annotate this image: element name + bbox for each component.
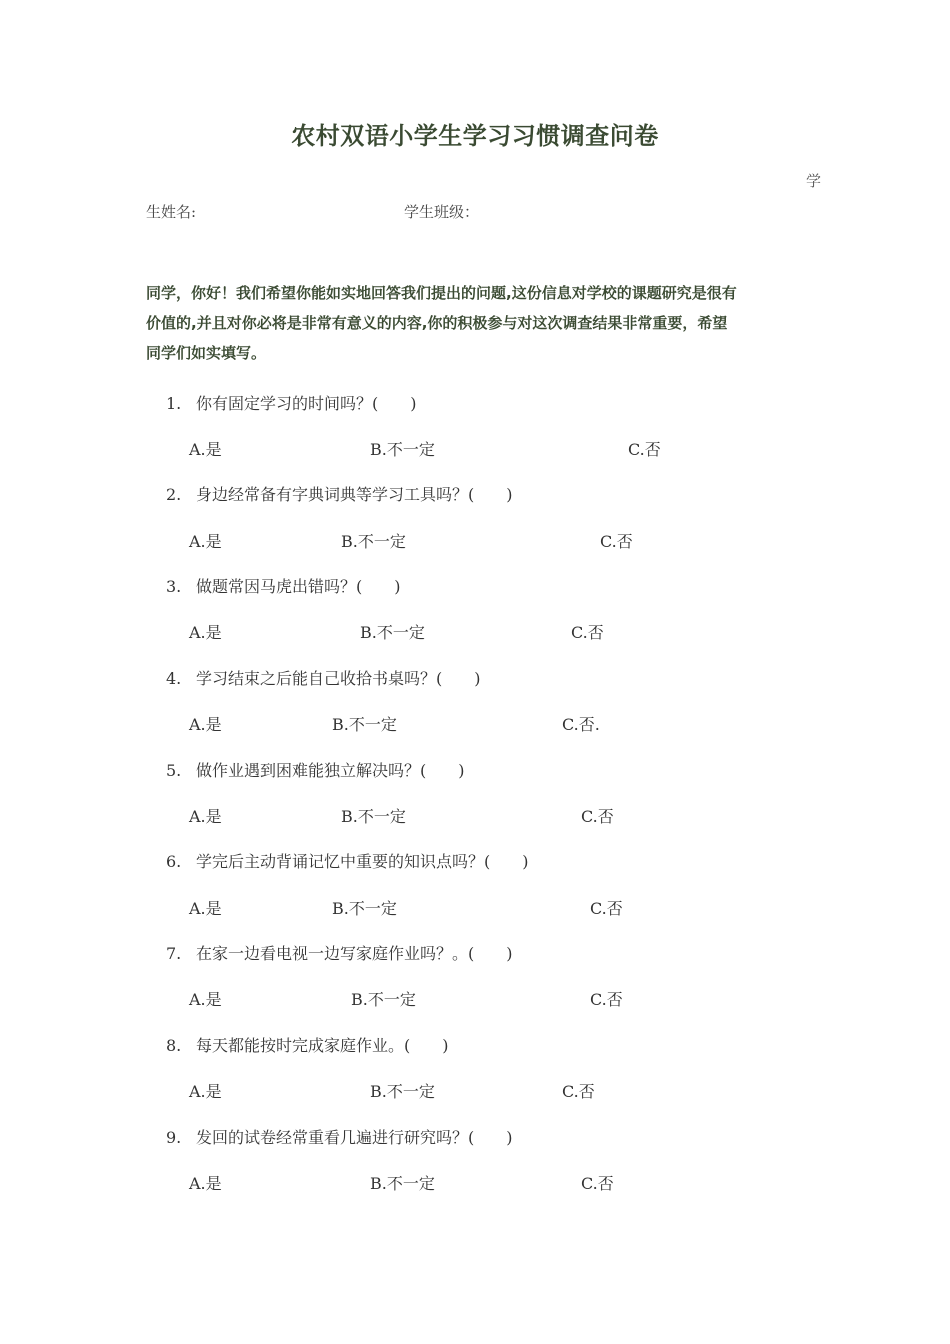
question-4	[166, 666, 481, 689]
question-number: 2.	[166, 485, 182, 504]
question-text: 身边经常备有字典词典等学习工具吗？( )	[196, 485, 513, 504]
option-c[interactable]: C.否.	[562, 715, 600, 734]
option-c[interactable]: C.否	[562, 1082, 595, 1101]
question-3	[166, 574, 401, 597]
question-number: 9.	[166, 1128, 182, 1147]
option-b[interactable]: B.不一定	[370, 440, 435, 459]
question-5	[166, 758, 465, 781]
question-text: 你有固定学习的时间吗？( )	[196, 394, 417, 413]
option-a[interactable]: A.是	[189, 990, 222, 1009]
option-b[interactable]: B.不一定	[341, 807, 406, 826]
option-a[interactable]: A.是	[189, 715, 222, 734]
option-a[interactable]: A.是	[189, 1082, 222, 1101]
question-text: 每天都能按时完成家庭作业。( )	[196, 1036, 449, 1055]
question-text: 学完后主动背诵记忆中重要的知识点吗？( )	[196, 852, 529, 871]
option-a[interactable]: A.是	[189, 899, 222, 918]
option-c[interactable]: C.否	[600, 532, 633, 551]
question-number: 5.	[166, 761, 182, 780]
question-number: 1.	[166, 394, 182, 413]
student-name-label: 生姓名:	[146, 203, 197, 221]
intro-paragraph	[146, 278, 816, 368]
student-class-label: 学生班级：	[404, 203, 480, 221]
intro-line: 同学们如实填写。	[146, 344, 267, 362]
option-c[interactable]: C.否	[590, 990, 623, 1009]
question-2	[166, 482, 513, 505]
option-b[interactable]: B.不一定	[332, 899, 397, 918]
option-c[interactable]: C.否	[571, 623, 604, 642]
option-b[interactable]: B.不一定	[370, 1082, 435, 1101]
option-a[interactable]: A.是	[189, 532, 222, 551]
option-a[interactable]: A.是	[189, 807, 222, 826]
question-number: 3.	[166, 577, 182, 596]
page-title: 农村双语小学生学习习惯调查问卷	[291, 122, 659, 150]
option-a[interactable]: A.是	[189, 623, 222, 642]
option-b[interactable]: B.不一定	[360, 623, 425, 642]
question-8	[166, 1033, 449, 1056]
question-text: 发回的试卷经常重看几遍进行研究吗？( )	[196, 1128, 513, 1147]
question-text: 学习结束之后能自己收拾书桌吗？( )	[196, 669, 481, 688]
intro-line: 价值的,并且对你必将是非常有意义的内容,你的积极参与对这次调查结果非常重要，希望	[146, 314, 728, 332]
question-1	[166, 391, 417, 414]
option-b[interactable]: B.不一定	[370, 1174, 435, 1193]
corner-text: 学	[806, 172, 822, 190]
question-number: 7.	[166, 944, 182, 963]
question-number: 4.	[166, 669, 182, 688]
question-number: 8.	[166, 1036, 182, 1055]
question-text: 做作业遇到困难能独立解决吗？( )	[196, 761, 465, 780]
question-text: 做题常因马虎出错吗？( )	[196, 577, 401, 596]
question-6	[166, 849, 529, 872]
question-7	[166, 941, 513, 964]
option-b[interactable]: B.不一定	[351, 990, 416, 1009]
question-9	[166, 1125, 513, 1148]
option-b[interactable]: B.不一定	[332, 715, 397, 734]
question-text: 在家一边看电视一边写家庭作业吗？。( )	[196, 944, 513, 963]
option-a[interactable]: A.是	[189, 440, 222, 459]
option-b[interactable]: B.不一定	[341, 532, 406, 551]
option-c[interactable]: C.否	[628, 440, 661, 459]
option-c[interactable]: C.否	[581, 1174, 614, 1193]
option-a[interactable]: A.是	[189, 1174, 222, 1193]
option-c[interactable]: C.否	[590, 899, 623, 918]
question-number: 6.	[166, 852, 182, 871]
option-c[interactable]: C.否	[581, 807, 614, 826]
intro-line: 同学，你好！我们希望你能如实地回答我们提出的问题,这份信息对学校的课题研究是很有	[146, 284, 737, 302]
